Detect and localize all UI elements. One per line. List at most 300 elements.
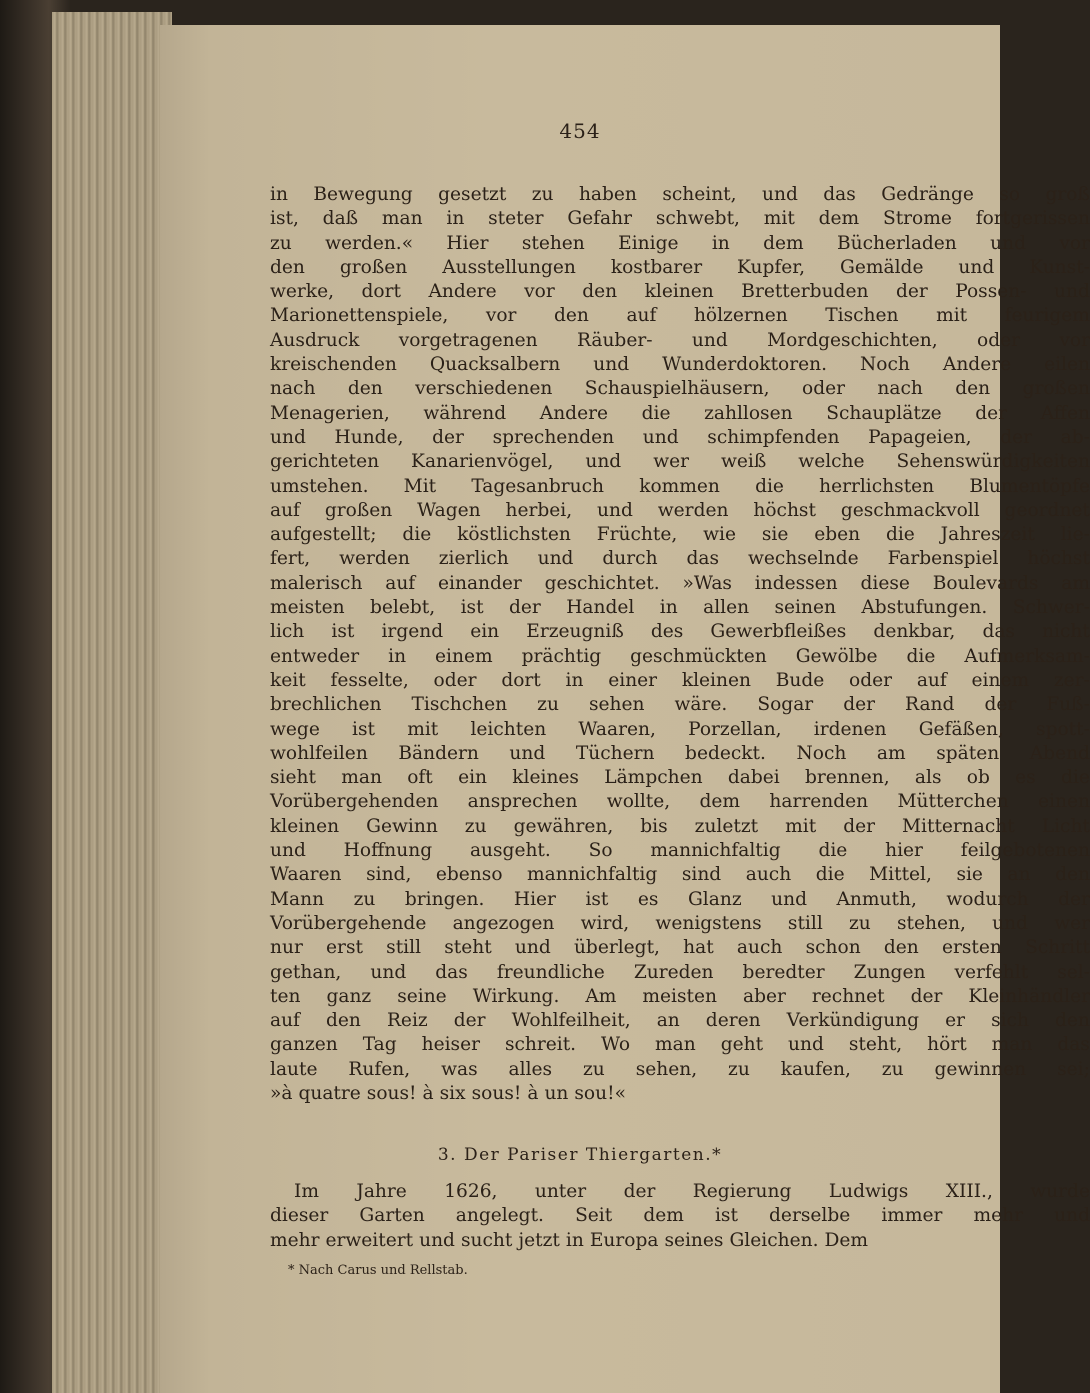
word: allen bbox=[703, 597, 750, 619]
word: Garten bbox=[359, 1205, 425, 1227]
word: ansprechen bbox=[467, 791, 578, 813]
word: geht bbox=[720, 1034, 764, 1056]
text-line bbox=[270, 572, 1090, 596]
word: ist bbox=[714, 1205, 738, 1227]
word: zierlich bbox=[438, 548, 509, 570]
word: Kunst- bbox=[1029, 256, 1090, 278]
word: sucht bbox=[460, 1229, 513, 1251]
text-line bbox=[270, 450, 1090, 474]
word: und bbox=[788, 1034, 824, 1056]
word: zu bbox=[728, 1058, 750, 1080]
word: mannichfaltig bbox=[527, 864, 658, 886]
word: die bbox=[1061, 767, 1090, 789]
word: deren bbox=[705, 1010, 761, 1032]
word: leichten bbox=[470, 718, 547, 740]
text-line bbox=[270, 912, 1090, 936]
text-line bbox=[270, 1033, 1090, 1057]
word: den bbox=[347, 378, 383, 400]
word: kommen bbox=[639, 475, 720, 497]
text-line bbox=[270, 523, 1090, 547]
word: Bewegung bbox=[313, 184, 413, 205]
word: ausgeht. bbox=[469, 840, 551, 862]
text-line bbox=[270, 839, 1090, 863]
word: lie- bbox=[1060, 524, 1090, 546]
word: Kleinhändler bbox=[968, 985, 1090, 1007]
word: Rand bbox=[905, 694, 955, 716]
word: einem bbox=[435, 645, 493, 667]
word: während bbox=[423, 402, 507, 424]
word: einer bbox=[608, 669, 658, 691]
word: nicht bbox=[1042, 621, 1090, 643]
word: verschiedenen bbox=[415, 378, 553, 400]
word: das bbox=[982, 621, 1015, 643]
word: des bbox=[650, 621, 684, 643]
word: Wunderdoktoren. bbox=[662, 354, 828, 376]
word: zer- bbox=[1053, 669, 1090, 691]
word: herbei, bbox=[505, 499, 573, 521]
word: Gedränge bbox=[881, 184, 974, 205]
word: der bbox=[623, 1181, 656, 1202]
book-page bbox=[160, 25, 1090, 1393]
word: und bbox=[597, 499, 633, 521]
word: indessen bbox=[754, 572, 838, 594]
word: auf bbox=[270, 1010, 300, 1032]
word: den bbox=[554, 305, 589, 327]
word: Zungen bbox=[853, 961, 926, 983]
word: der bbox=[1058, 888, 1090, 910]
word: Gewölbe bbox=[795, 645, 878, 667]
word: angezogen bbox=[452, 912, 555, 934]
word: Gewerbfleißes bbox=[710, 621, 847, 643]
word: Reiz bbox=[386, 1010, 428, 1032]
word: einen bbox=[1038, 791, 1090, 813]
word: Gemälde bbox=[840, 256, 924, 278]
text-line bbox=[270, 693, 1090, 717]
text-line bbox=[270, 207, 1090, 231]
word: steter bbox=[488, 208, 544, 230]
word: ein bbox=[458, 767, 487, 789]
word: kostbarer bbox=[610, 256, 703, 278]
word: in bbox=[711, 232, 730, 254]
word: ganzen bbox=[270, 1034, 338, 1056]
word: schwebt, bbox=[655, 208, 740, 230]
word: späten bbox=[936, 742, 1000, 764]
word: Rufen, bbox=[348, 1058, 411, 1080]
word: wer bbox=[653, 451, 690, 473]
word: Gefahr bbox=[567, 208, 633, 230]
word: ab- bbox=[1060, 426, 1090, 448]
word: höchst bbox=[753, 499, 816, 521]
text-line bbox=[270, 232, 1090, 256]
word: weiß bbox=[721, 451, 767, 473]
word: zu bbox=[270, 232, 292, 254]
word: wodurch bbox=[946, 888, 1029, 910]
word: stehen bbox=[521, 232, 585, 254]
word: zu bbox=[531, 184, 554, 205]
word: und bbox=[771, 888, 807, 910]
word: was bbox=[441, 1058, 478, 1080]
word: Seit bbox=[575, 1205, 613, 1227]
word: heiser bbox=[421, 1034, 480, 1056]
word: kleinen bbox=[681, 669, 751, 691]
word: herrlichsten bbox=[819, 475, 935, 497]
word: sieht bbox=[270, 767, 316, 789]
word: die bbox=[885, 524, 915, 546]
word: in bbox=[388, 645, 407, 667]
word: groß bbox=[1045, 184, 1090, 205]
body-text bbox=[270, 183, 1090, 1106]
word: un bbox=[544, 1082, 569, 1104]
word: bis bbox=[640, 815, 668, 837]
word: die bbox=[755, 475, 784, 497]
word: ein bbox=[470, 621, 500, 643]
word: sind, bbox=[366, 864, 412, 886]
word: Gefäßen, bbox=[918, 718, 1004, 740]
word: Tüchern bbox=[575, 742, 655, 764]
word: scheint, bbox=[662, 184, 737, 205]
word: schon bbox=[805, 937, 861, 959]
word: der bbox=[1000, 426, 1033, 448]
text-line bbox=[270, 1082, 1090, 1106]
word: Kanarienvögel, bbox=[411, 451, 554, 473]
word: Noch bbox=[796, 742, 847, 764]
word: und bbox=[270, 840, 306, 862]
word: Licht bbox=[1041, 815, 1090, 837]
word: Lämpchen bbox=[604, 767, 703, 789]
word: nach bbox=[877, 378, 923, 400]
word: angelegt. bbox=[455, 1205, 544, 1227]
word: und bbox=[990, 232, 1026, 254]
page-edges bbox=[52, 12, 172, 1393]
word: auf bbox=[270, 499, 300, 521]
word: brennen, bbox=[805, 767, 890, 789]
word: Andere bbox=[539, 402, 608, 424]
word: zu bbox=[849, 912, 871, 934]
word: malerisch bbox=[270, 572, 363, 594]
word: Zureden bbox=[633, 961, 714, 983]
word: mit bbox=[936, 305, 968, 327]
word: Fuß- bbox=[1046, 694, 1090, 716]
word: Bändern bbox=[398, 742, 479, 764]
text-line bbox=[270, 596, 1090, 620]
page-number: 454 bbox=[559, 119, 601, 143]
word: Abend bbox=[1029, 742, 1090, 764]
word: und bbox=[1054, 281, 1090, 303]
word: spott- bbox=[1036, 718, 1090, 740]
word: überlegt, bbox=[573, 937, 660, 959]
word: sie bbox=[956, 864, 983, 886]
word: fert, bbox=[270, 548, 311, 570]
word: ebenso bbox=[435, 864, 503, 886]
word: und bbox=[537, 548, 574, 570]
word: und bbox=[992, 912, 1028, 934]
word: auf bbox=[626, 305, 657, 327]
word: kaufen, bbox=[780, 1058, 851, 1080]
text-line bbox=[270, 742, 1090, 766]
word: meisten bbox=[270, 597, 345, 619]
word: Kupfer, bbox=[737, 256, 806, 278]
word: den bbox=[883, 937, 919, 959]
text-line bbox=[270, 1180, 1090, 1204]
word: sous! bbox=[366, 1082, 417, 1104]
word: er bbox=[945, 1010, 966, 1032]
word: Jahreszeit bbox=[940, 524, 1035, 546]
word: so bbox=[999, 184, 1021, 205]
word: und bbox=[691, 329, 728, 351]
word: Sogar bbox=[757, 694, 814, 716]
word: wege bbox=[270, 718, 320, 740]
word: keit bbox=[270, 669, 306, 691]
word: und bbox=[370, 961, 407, 983]
word: vor bbox=[524, 281, 555, 303]
word: gerichteten bbox=[270, 451, 380, 473]
word: werden bbox=[339, 548, 410, 570]
word: freundliche bbox=[496, 961, 605, 983]
word: brechlichen bbox=[270, 694, 382, 716]
word: zu bbox=[353, 888, 376, 910]
word: wer bbox=[1054, 912, 1090, 934]
word: geschmückten bbox=[630, 645, 767, 667]
word: Boulevards bbox=[932, 572, 1039, 594]
word: hölzernen bbox=[693, 305, 788, 327]
word: der bbox=[453, 1010, 486, 1032]
word: der bbox=[975, 402, 1008, 424]
word: sehen bbox=[588, 694, 645, 716]
word: den bbox=[955, 378, 991, 400]
word: mit bbox=[407, 718, 439, 740]
word: zu bbox=[583, 1058, 605, 1080]
word: der bbox=[843, 815, 875, 837]
word: dem bbox=[699, 791, 741, 813]
word: still bbox=[386, 937, 422, 959]
word: köstlichsten bbox=[457, 524, 571, 546]
word: bringen. bbox=[404, 888, 485, 910]
word: oder bbox=[433, 669, 477, 691]
word: zuletzt bbox=[694, 815, 759, 837]
word: ist bbox=[352, 718, 375, 740]
word: und bbox=[585, 451, 622, 473]
word: zahllosen bbox=[704, 402, 793, 424]
word: belebt, bbox=[370, 597, 436, 619]
text-line bbox=[270, 718, 1090, 742]
word: Gewinn bbox=[366, 815, 438, 837]
word: Possen- bbox=[955, 281, 1027, 303]
word: irgend bbox=[381, 621, 444, 643]
word: auf bbox=[916, 669, 947, 691]
word: Im bbox=[294, 1181, 319, 1202]
word: gethan, bbox=[270, 961, 342, 983]
word: welche bbox=[798, 451, 865, 473]
word: ersten bbox=[941, 937, 1002, 959]
word: es bbox=[637, 888, 659, 910]
word: in bbox=[565, 669, 584, 691]
word: Mütterchen bbox=[897, 791, 1009, 813]
word: sprechenden bbox=[492, 426, 615, 448]
word: am bbox=[1061, 572, 1090, 594]
word: Vorübergehenden bbox=[270, 791, 439, 813]
word: werke, bbox=[270, 281, 334, 303]
word: sich bbox=[991, 1010, 1029, 1032]
text-line bbox=[270, 353, 1090, 377]
word: harrenden bbox=[769, 791, 869, 813]
word: 1626, bbox=[444, 1181, 498, 1202]
word: in bbox=[659, 597, 678, 619]
word: und bbox=[1054, 1205, 1090, 1227]
word: Ludwigs bbox=[828, 1181, 909, 1202]
word: vor bbox=[1059, 232, 1090, 254]
word: an bbox=[1007, 864, 1031, 886]
text-line bbox=[270, 645, 1090, 669]
word: Am bbox=[585, 985, 617, 1007]
word: sehen, bbox=[635, 1058, 698, 1080]
word: wohlfeilen bbox=[270, 742, 368, 764]
word: oder bbox=[849, 669, 893, 691]
word: auf bbox=[385, 572, 416, 594]
word: Hoffnung bbox=[343, 840, 433, 862]
word: man bbox=[655, 1034, 696, 1056]
word: wollte, bbox=[606, 791, 671, 813]
text-line bbox=[270, 377, 1090, 401]
word: Aufmerksam- bbox=[964, 645, 1090, 667]
word: wurde bbox=[1030, 1181, 1090, 1202]
word: das bbox=[686, 548, 720, 570]
text-line bbox=[270, 402, 1090, 426]
word: daß bbox=[322, 208, 359, 230]
word: Bude bbox=[775, 669, 825, 691]
word: ob bbox=[966, 767, 990, 789]
word: meisten bbox=[642, 985, 717, 1007]
word: der bbox=[432, 426, 464, 448]
word: Jahre bbox=[356, 1181, 407, 1202]
word: die bbox=[815, 864, 845, 886]
word: Gleichen. bbox=[729, 1229, 819, 1251]
text-line bbox=[270, 280, 1090, 304]
word: XIII., bbox=[945, 1181, 993, 1202]
word: mit bbox=[785, 815, 817, 837]
word: Waaren bbox=[270, 864, 342, 886]
word: den bbox=[326, 1010, 361, 1032]
word: vor bbox=[485, 305, 517, 327]
text-line bbox=[270, 936, 1090, 960]
word: Mitternacht bbox=[901, 815, 1015, 837]
word: mit bbox=[763, 208, 795, 230]
word: Affen bbox=[1040, 402, 1090, 424]
text-line bbox=[270, 766, 1090, 790]
word: Hier bbox=[513, 888, 556, 910]
word: Räuber- bbox=[576, 329, 653, 351]
word: ist bbox=[331, 621, 355, 643]
word: denkbar, bbox=[873, 621, 956, 643]
text-line bbox=[270, 547, 1090, 571]
word: Verkündigung bbox=[786, 1010, 920, 1032]
word: mannichfaltig bbox=[650, 840, 781, 862]
word: am bbox=[876, 742, 906, 764]
word: Andere bbox=[428, 281, 497, 303]
word: Erzeugniß bbox=[526, 621, 624, 643]
word: irdenen bbox=[813, 718, 887, 740]
word: erst bbox=[326, 937, 363, 959]
word: Quacksalbern bbox=[429, 354, 561, 376]
word: Dem bbox=[824, 1229, 869, 1251]
word: und bbox=[509, 742, 546, 764]
word: sei; bbox=[1057, 1058, 1090, 1080]
word: der bbox=[984, 694, 1017, 716]
word: feurigem bbox=[1004, 305, 1090, 327]
word: »Was bbox=[682, 572, 732, 594]
word: haben bbox=[578, 184, 637, 205]
word: Blumentöpfe bbox=[969, 475, 1090, 497]
word: dem bbox=[643, 1205, 684, 1227]
word: Hier bbox=[446, 232, 489, 254]
word: der bbox=[895, 281, 928, 303]
word: Schritt bbox=[1025, 937, 1090, 959]
word: dem bbox=[818, 208, 860, 230]
word: vor bbox=[1059, 329, 1090, 351]
word: gewähren, bbox=[513, 815, 614, 837]
word: Wo bbox=[601, 1034, 631, 1056]
word: die bbox=[906, 645, 936, 667]
word: die bbox=[641, 402, 671, 424]
word: geschichtet. bbox=[544, 572, 660, 594]
word: und bbox=[593, 354, 630, 376]
word: und bbox=[762, 184, 798, 205]
word: vorgetragenen bbox=[398, 329, 538, 351]
word: à bbox=[527, 1082, 539, 1104]
text-line bbox=[270, 961, 1090, 985]
word: durch bbox=[602, 548, 658, 570]
word: fesselte, bbox=[330, 669, 409, 691]
word: das bbox=[435, 961, 468, 983]
word: höchst bbox=[1027, 548, 1090, 570]
word: gewinnen bbox=[934, 1058, 1027, 1080]
word: aber bbox=[743, 985, 786, 1007]
word: oder bbox=[802, 378, 845, 400]
word: Ausstellungen bbox=[442, 256, 576, 278]
word: stehen, bbox=[897, 912, 966, 934]
word: Noch bbox=[860, 354, 910, 376]
word: lich bbox=[270, 621, 305, 643]
word: zu bbox=[881, 1058, 904, 1080]
word: So bbox=[588, 840, 613, 862]
word: unter bbox=[534, 1181, 587, 1202]
word: eben bbox=[814, 524, 861, 546]
word: mehr bbox=[973, 1205, 1024, 1227]
word: Europa bbox=[589, 1229, 659, 1251]
footnote: * Nach Carus und Rellstab. bbox=[288, 1263, 468, 1278]
word: Wagen bbox=[417, 499, 481, 521]
word: kleines bbox=[512, 767, 579, 789]
word: zu bbox=[464, 815, 487, 837]
word: wäre. bbox=[674, 694, 728, 716]
text-line bbox=[270, 475, 1090, 499]
word: Mordgeschichten, bbox=[767, 329, 938, 351]
word: der bbox=[508, 597, 541, 619]
word: Schwer- bbox=[1012, 597, 1090, 619]
word: erweitert bbox=[325, 1229, 414, 1251]
word: in bbox=[446, 208, 465, 230]
word: das bbox=[823, 184, 856, 205]
word: dabei bbox=[727, 767, 780, 789]
word: Andere bbox=[942, 354, 1012, 376]
word: werden.« bbox=[325, 232, 414, 254]
word: feilgebotenen bbox=[960, 840, 1090, 862]
word: quatre bbox=[298, 1082, 361, 1104]
text-line bbox=[270, 620, 1090, 644]
text-line bbox=[270, 256, 1090, 280]
word: der bbox=[910, 985, 943, 1007]
word: Menagerien, bbox=[270, 402, 390, 424]
word: und bbox=[270, 426, 306, 448]
